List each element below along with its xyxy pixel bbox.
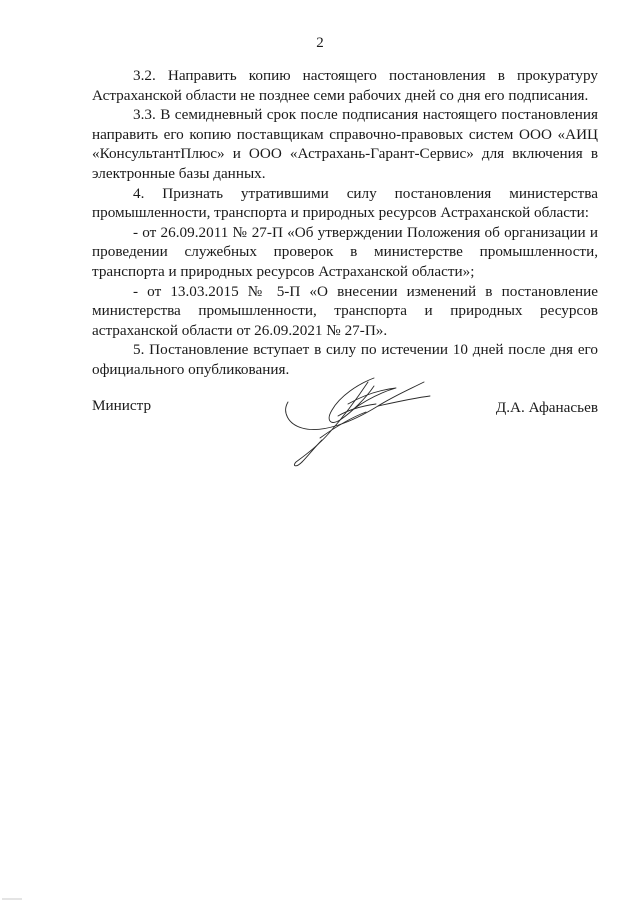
list-item-repeal-2011: - от 26.09.2011 № 27-П «Об утверждении Положения об организации и проведении служебных проверок в министерстве промышленности, транспорта и природных ресурсов Астраханской области»; bbox=[92, 223, 598, 280]
paragraph-3-2: 3.2. Направить копию настоящего постановления в прокуратуру Астраханской области не позднее семи рабочих дней со дня его подписания. bbox=[92, 67, 598, 104]
list-item-repeal-2015: - от 13.03.2015 № 5-П «О внесении изменений в постановление министерства промышленности, транспорта и природных ресурсов астраханской области от 26.09.2021 № 27-П». bbox=[92, 282, 598, 339]
paragraph-4: 4. Признать утратившими силу постановления министерства промышленности, транспорта и природных ресурсов Астраханской области: bbox=[92, 184, 598, 222]
signatory-position: Министр bbox=[92, 397, 152, 414]
handwritten-signature bbox=[278, 376, 438, 476]
paragraph-5: 5. Постановление вступает в силу по истечении 10 дней после дня его официального опубликования. bbox=[92, 341, 598, 378]
paragraph-3-3: 3.3. В семидневный срок после подписания настоящего постановления направить его копию поставщикам справочно-правовых систем ООО «АИЦ «КонсультантПлюс» и ООО «Астрахань-Гарант-Сервис» для включения в электронные базы данных. bbox=[92, 106, 598, 182]
signature-block bbox=[92, 396, 598, 486]
signatory-name: Д.А. Афанасьев bbox=[495, 399, 598, 416]
document-body bbox=[92, 66, 598, 380]
page-number: 2 bbox=[316, 35, 324, 51]
scan-edge-mark bbox=[0, 895, 30, 901]
